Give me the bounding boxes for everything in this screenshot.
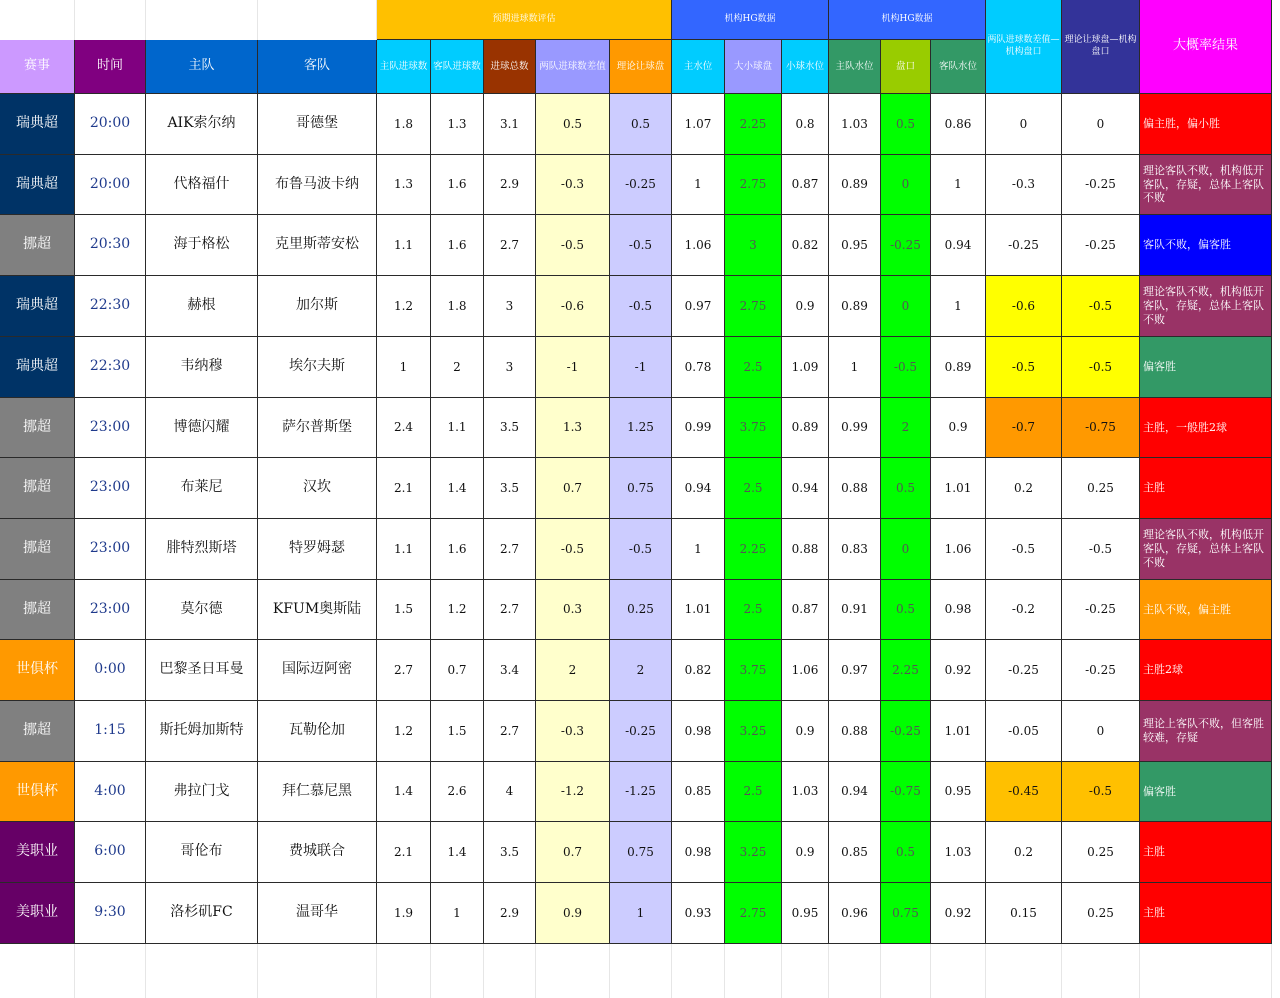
cell-d1: 0.15 [986,883,1062,944]
cell-hcp: 0.5 [610,94,672,155]
cell-line: -0.5 [881,337,931,398]
cell-total: 3 [484,337,536,398]
cell-ou_w: 0.94 [672,458,725,519]
column-header: 赛事 [0,40,75,94]
time-cell: 22:30 [75,337,146,398]
cell-line: 0.5 [881,822,931,883]
header-blank-cell [0,0,75,40]
league-cell: 美职业 [0,822,75,883]
cell-total: 2.7 [484,519,536,580]
result-cell: 主胜 [1140,458,1272,519]
cell-u_w: 0.9 [782,822,829,883]
cell-a_w: 1.01 [931,458,986,519]
cell-diff: 0.9 [536,883,610,944]
time-cell: 6:00 [75,822,146,883]
cell-h_w: 1.03 [829,94,881,155]
cell-ou_w: 0.98 [672,822,725,883]
empty-cell [881,944,931,998]
cell-ou: 3.25 [725,701,782,762]
cell-hcp: 0.75 [610,822,672,883]
header-blank-cell [75,0,146,40]
cell-a_w: 0.98 [931,580,986,640]
cell-a_w: 1.01 [931,701,986,762]
empty-cell [782,944,829,998]
cell-line: -0.25 [881,215,931,276]
cell-u_w: 0.8 [782,94,829,155]
cell-ag: 1.4 [431,822,484,883]
cell-a_w: 1.03 [931,822,986,883]
cell-hg: 2.1 [377,822,431,883]
cell-a_w: 0.94 [931,215,986,276]
cell-ag: 1 [431,883,484,944]
home-team-cell: 赫根 [146,276,258,337]
cell-hg: 1.2 [377,701,431,762]
cell-line: 0 [881,155,931,215]
cell-ag: 1.6 [431,155,484,215]
cell-a_w: 0.9 [931,398,986,458]
home-team-cell: 博德闪耀 [146,398,258,458]
away-team-cell: 汉坎 [258,458,377,519]
cell-diff: 1.3 [536,398,610,458]
cell-h_w: 0.85 [829,822,881,883]
cell-u_w: 0.9 [782,276,829,337]
cell-ou: 2.25 [725,519,782,580]
result-cell: 理论客队不败，机构低开客队，存疑，总体上客队不败 [1140,276,1272,337]
cell-a_w: 1 [931,155,986,215]
empty-cell [931,944,986,998]
cell-a_w: 0.89 [931,337,986,398]
cell-total: 2.9 [484,155,536,215]
cell-d2: -0.5 [1062,519,1140,580]
cell-h_w: 0.89 [829,276,881,337]
cell-a_w: 1 [931,276,986,337]
empty-cell [1140,944,1272,998]
cell-hg: 1.2 [377,276,431,337]
cell-hcp: -1 [610,337,672,398]
cell-line: 0.5 [881,458,931,519]
home-team-cell: 洛杉矶FC [146,883,258,944]
empty-cell [0,944,75,998]
result-cell: 主胜 [1140,883,1272,944]
home-team-cell: 代格福什 [146,155,258,215]
cell-d2: -0.5 [1062,762,1140,822]
home-team-cell: 弗拉门戈 [146,762,258,822]
cell-diff: -0.5 [536,519,610,580]
cell-ou: 2.75 [725,276,782,337]
cell-line: -0.25 [881,701,931,762]
empty-cell [146,944,258,998]
cell-d1: -0.25 [986,215,1062,276]
cell-hcp: 0.75 [610,458,672,519]
cell-ou: 2.5 [725,337,782,398]
cell-ou_w: 0.97 [672,276,725,337]
cell-line: 0 [881,519,931,580]
cell-line: 0 [881,276,931,337]
cell-d2: -0.25 [1062,640,1140,701]
cell-ag: 2 [431,337,484,398]
cell-line: 0.75 [881,883,931,944]
empty-cell [377,944,431,998]
column-header: 主水位 [672,40,725,94]
cell-u_w: 0.9 [782,701,829,762]
away-team-cell: 萨尔普斯堡 [258,398,377,458]
cell-ou: 3.75 [725,640,782,701]
header-blank-cell [258,0,377,40]
cell-hcp: -0.25 [610,701,672,762]
cell-ou_w: 1 [672,155,725,215]
cell-ou: 2.25 [725,94,782,155]
empty-cell [75,944,146,998]
home-team-cell: 巴黎圣日耳曼 [146,640,258,701]
cell-ag: 1.3 [431,94,484,155]
cell-ou_w: 0.82 [672,640,725,701]
cell-ag: 1.2 [431,580,484,640]
cell-d2: -0.25 [1062,580,1140,640]
away-team-cell: 费城联合 [258,822,377,883]
result-cell: 客队不败，偏客胜 [1140,215,1272,276]
time-cell: 20:30 [75,215,146,276]
cell-hg: 1.3 [377,155,431,215]
cell-hg: 2.1 [377,458,431,519]
result-cell: 偏客胜 [1140,337,1272,398]
cell-total: 2.7 [484,701,536,762]
home-team-cell: 莫尔德 [146,580,258,640]
away-team-cell: 埃尔夫斯 [258,337,377,398]
cell-ou_w: 1.06 [672,215,725,276]
away-team-cell: 国际迈阿密 [258,640,377,701]
column-header: 大小球盘 [725,40,782,94]
cell-d2: 0.25 [1062,458,1140,519]
cell-d2: 0 [1062,94,1140,155]
cell-h_w: 0.89 [829,155,881,215]
cell-diff: -1 [536,337,610,398]
cell-d1: 0 [986,94,1062,155]
cell-diff: -0.5 [536,215,610,276]
time-cell: 20:00 [75,94,146,155]
cell-h_w: 0.91 [829,580,881,640]
cell-u_w: 0.87 [782,580,829,640]
league-cell: 挪超 [0,701,75,762]
column-header: 理论让球盘 [610,40,672,94]
time-cell: 23:00 [75,519,146,580]
home-team-cell: 腓特烈斯塔 [146,519,258,580]
cell-a_w: 1.06 [931,519,986,580]
time-cell: 23:00 [75,458,146,519]
away-team-cell: 布鲁马波卡纳 [258,155,377,215]
result-cell: 主胜，一般胜2球 [1140,398,1272,458]
league-cell: 瑞典超 [0,155,75,215]
cell-h_w: 0.83 [829,519,881,580]
cell-diff: 0.7 [536,822,610,883]
away-team-cell: 哥德堡 [258,94,377,155]
column-header: 主队水位 [829,40,881,94]
result-cell: 偏客胜 [1140,762,1272,822]
time-cell: 23:00 [75,580,146,640]
cell-ou: 3.75 [725,398,782,458]
cell-d1: -0.5 [986,337,1062,398]
cell-hcp: -0.5 [610,215,672,276]
cell-d2: -0.5 [1062,276,1140,337]
home-team-cell: 哥伦布 [146,822,258,883]
cell-hg: 1.1 [377,519,431,580]
empty-cell [610,944,672,998]
empty-cell [725,944,782,998]
cell-total: 3 [484,276,536,337]
cell-diff: 0.7 [536,458,610,519]
cell-d2: -0.25 [1062,155,1140,215]
away-team-cell: 温哥华 [258,883,377,944]
home-team-cell: 斯托姆加斯特 [146,701,258,762]
cell-hcp: 1.25 [610,398,672,458]
column-header: 主队进球数 [377,40,431,94]
cell-d1: -0.45 [986,762,1062,822]
home-team-cell: 布莱尼 [146,458,258,519]
league-cell: 瑞典超 [0,94,75,155]
cell-ou: 2.5 [725,458,782,519]
cell-total: 4 [484,762,536,822]
cell-d1: 0.2 [986,822,1062,883]
home-team-cell: AIK索尔纳 [146,94,258,155]
league-cell: 世俱杯 [0,762,75,822]
cell-u_w: 1.09 [782,337,829,398]
cell-ag: 1.1 [431,398,484,458]
cell-diff: 0.3 [536,580,610,640]
league-cell: 世俱杯 [0,640,75,701]
column-header: 客队水位 [931,40,986,94]
league-cell: 瑞典超 [0,276,75,337]
group-header-hg-ou: 机构HG数据 [672,0,829,40]
cell-ag: 2.6 [431,762,484,822]
home-team-cell: 海于格松 [146,215,258,276]
cell-d2: 0.25 [1062,883,1140,944]
cell-hg: 2.4 [377,398,431,458]
empty-cell [672,944,725,998]
column-header: 主队 [146,40,258,94]
cell-line: 2.25 [881,640,931,701]
cell-d2: -0.25 [1062,215,1140,276]
cell-u_w: 1.03 [782,762,829,822]
cell-u_w: 0.94 [782,458,829,519]
result-cell: 理论客队不败，机构低开客队，存疑，总体上客队不败 [1140,155,1272,215]
column-header: 盘口 [881,40,931,94]
time-cell: 4:00 [75,762,146,822]
cell-line: 2 [881,398,931,458]
cell-h_w: 0.97 [829,640,881,701]
cell-hcp: -0.5 [610,276,672,337]
header-theory-vs-line: 理论让球盘—机构盘口 [1062,0,1140,94]
cell-d2: -0.5 [1062,337,1140,398]
cell-d2: -0.75 [1062,398,1140,458]
empty-cell [536,944,610,998]
league-cell: 挪超 [0,458,75,519]
cell-ou_w: 1 [672,519,725,580]
column-header: 客队进球数 [431,40,484,94]
cell-ou: 3 [725,215,782,276]
time-cell: 23:00 [75,398,146,458]
cell-total: 2.9 [484,883,536,944]
cell-d1: -0.6 [986,276,1062,337]
cell-d1: -0.2 [986,580,1062,640]
cell-hg: 1.5 [377,580,431,640]
column-header: 时间 [75,40,146,94]
result-cell: 理论上客队不败，但客胜较难，存疑 [1140,701,1272,762]
cell-u_w: 0.82 [782,215,829,276]
header-blank-cell [146,0,258,40]
cell-u_w: 0.95 [782,883,829,944]
column-header: 两队进球数差值 [536,40,610,94]
cell-ag: 0.7 [431,640,484,701]
cell-ou_w: 0.78 [672,337,725,398]
column-header: 小球水位 [782,40,829,94]
cell-a_w: 0.92 [931,640,986,701]
away-team-cell: KFUM奥斯陆 [258,580,377,640]
column-header: 客队 [258,40,377,94]
cell-h_w: 0.99 [829,398,881,458]
league-cell: 挪超 [0,580,75,640]
cell-hg: 2.7 [377,640,431,701]
cell-diff: -1.2 [536,762,610,822]
cell-d1: -0.25 [986,640,1062,701]
away-team-cell: 克里斯蒂安松 [258,215,377,276]
cell-line: 0.5 [881,580,931,640]
time-cell: 20:00 [75,155,146,215]
cell-d1: -0.3 [986,155,1062,215]
result-cell: 主胜2球 [1140,640,1272,701]
league-cell: 挪超 [0,215,75,276]
result-cell: 主队不败，偏主胜 [1140,580,1272,640]
cell-ou_w: 1.01 [672,580,725,640]
cell-hcp: 1 [610,883,672,944]
cell-ou_w: 0.93 [672,883,725,944]
cell-d1: -0.5 [986,519,1062,580]
away-team-cell: 拜仁慕尼黑 [258,762,377,822]
cell-ag: 1.5 [431,701,484,762]
time-cell: 1:15 [75,701,146,762]
cell-h_w: 0.88 [829,458,881,519]
cell-d2: 0 [1062,701,1140,762]
cell-a_w: 0.86 [931,94,986,155]
empty-cell [986,944,1062,998]
time-cell: 9:30 [75,883,146,944]
cell-total: 2.7 [484,580,536,640]
cell-ag: 1.4 [431,458,484,519]
group-header-hg-handicap: 机构HG数据 [829,0,986,40]
cell-h_w: 0.94 [829,762,881,822]
cell-h_w: 0.88 [829,701,881,762]
cell-hcp: 2 [610,640,672,701]
cell-d1: 0.2 [986,458,1062,519]
cell-ag: 1.6 [431,215,484,276]
cell-hcp: 0.25 [610,580,672,640]
cell-total: 2.7 [484,215,536,276]
header-likely-result: 大概率结果 [1140,0,1272,94]
cell-total: 3.5 [484,458,536,519]
cell-d1: -0.05 [986,701,1062,762]
cell-hcp: -1.25 [610,762,672,822]
cell-total: 3.4 [484,640,536,701]
cell-h_w: 0.96 [829,883,881,944]
away-team-cell: 瓦勒伦加 [258,701,377,762]
away-team-cell: 特罗姆瑟 [258,519,377,580]
cell-hg: 1.9 [377,883,431,944]
cell-total: 3.5 [484,822,536,883]
empty-cell [1062,944,1140,998]
result-cell: 偏主胜，偏小胜 [1140,94,1272,155]
cell-hg: 1.1 [377,215,431,276]
cell-diff: -0.3 [536,701,610,762]
away-team-cell: 加尔斯 [258,276,377,337]
cell-total: 3.5 [484,398,536,458]
group-header-expected-goals: 预期进球数评估 [377,0,672,40]
cell-a_w: 0.92 [931,883,986,944]
cell-total: 3.1 [484,94,536,155]
header-diff-vs-line: 两队进球数差值—机构盘口 [986,0,1062,94]
column-header: 进球总数 [484,40,536,94]
result-cell: 理论客队不败，机构低开客队，存疑，总体上客队不败 [1140,519,1272,580]
empty-cell [431,944,484,998]
empty-cell [484,944,536,998]
cell-ou: 2.5 [725,580,782,640]
league-cell: 美职业 [0,883,75,944]
cell-hcp: -0.25 [610,155,672,215]
cell-hg: 1.4 [377,762,431,822]
time-cell: 22:30 [75,276,146,337]
cell-ou_w: 1.07 [672,94,725,155]
cell-line: -0.75 [881,762,931,822]
cell-u_w: 0.87 [782,155,829,215]
cell-hcp: -0.5 [610,519,672,580]
cell-u_w: 0.88 [782,519,829,580]
league-cell: 挪超 [0,519,75,580]
cell-ou: 3.25 [725,822,782,883]
time-cell: 0:00 [75,640,146,701]
cell-ou: 2.5 [725,762,782,822]
cell-diff: -0.6 [536,276,610,337]
league-cell: 瑞典超 [0,337,75,398]
result-cell: 主胜 [1140,822,1272,883]
cell-h_w: 1 [829,337,881,398]
cell-u_w: 0.89 [782,398,829,458]
empty-cell [258,944,377,998]
cell-hg: 1.8 [377,94,431,155]
league-cell: 挪超 [0,398,75,458]
cell-ou: 2.75 [725,155,782,215]
cell-hg: 1 [377,337,431,398]
cell-ou: 2.75 [725,883,782,944]
cell-diff: -0.3 [536,155,610,215]
home-team-cell: 韦纳穆 [146,337,258,398]
cell-ou_w: 0.99 [672,398,725,458]
cell-diff: 2 [536,640,610,701]
cell-line: 0.5 [881,94,931,155]
cell-u_w: 1.06 [782,640,829,701]
cell-a_w: 0.95 [931,762,986,822]
cell-ou_w: 0.98 [672,701,725,762]
empty-cell [829,944,881,998]
cell-ag: 1.6 [431,519,484,580]
cell-d2: 0.25 [1062,822,1140,883]
cell-d1: -0.7 [986,398,1062,458]
cell-h_w: 0.95 [829,215,881,276]
cell-diff: 0.5 [536,94,610,155]
cell-ag: 1.8 [431,276,484,337]
cell-ou_w: 0.85 [672,762,725,822]
